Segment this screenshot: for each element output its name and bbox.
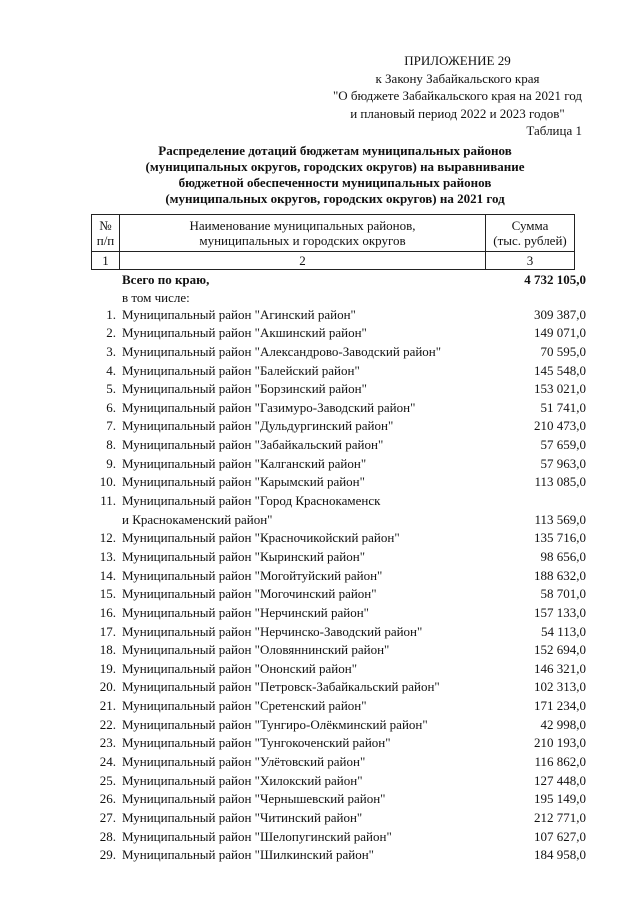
table-row <box>0 678 640 697</box>
header-number-label: № <box>99 218 112 233</box>
header-name-label: Наименование муниципальных районов, <box>189 218 416 233</box>
row-number: 21. <box>99 698 116 714</box>
row-name: Муниципальный район "Карымский район" <box>122 474 365 490</box>
header-number-sublabel: п/п <box>96 233 115 248</box>
table-row <box>0 343 640 362</box>
table-row <box>0 548 640 567</box>
column-number-3: 3 <box>486 252 575 270</box>
table-row <box>0 697 640 716</box>
row-name: Муниципальный район "Калганский район" <box>122 455 367 471</box>
row-number: 18. <box>99 642 116 658</box>
row-number: 13. <box>99 548 116 564</box>
title-line-3: бюджетной обеспеченности муниципальных районов <box>178 175 492 190</box>
row-name: Муниципальный район "Борзинский район" <box>122 381 367 397</box>
table-row <box>0 585 640 604</box>
subtotal-row <box>0 290 640 306</box>
table-row <box>0 604 640 623</box>
title-line-2: (муниципальных округов, городских округов) на выравнивание <box>145 159 525 174</box>
row-number: 17. <box>99 623 116 639</box>
table-row <box>0 660 640 679</box>
table-row <box>0 846 640 865</box>
appendix-header <box>333 52 582 140</box>
row-value: 51 741,0 <box>540 399 586 415</box>
row-name-line-1: Муниципальный район "Город Краснокаменск <box>122 493 381 509</box>
table-row <box>0 790 640 809</box>
row-number: 7. <box>106 418 116 434</box>
row-value: 146 321,0 <box>534 660 586 676</box>
table-row <box>0 567 640 586</box>
table-row <box>0 623 640 642</box>
table-row <box>0 324 640 343</box>
row-number: 27. <box>99 809 116 825</box>
table-row <box>0 734 640 753</box>
row-number: 1. <box>106 306 116 322</box>
row-number: 2. <box>106 325 116 341</box>
row-value: 57 963,0 <box>540 455 586 471</box>
row-number: 6. <box>106 399 116 415</box>
row-value: 98 656,0 <box>540 548 586 564</box>
row-value: 149 071,0 <box>534 325 586 341</box>
row-name: Муниципальный район "Акшинский район" <box>122 325 367 341</box>
table-row <box>0 753 640 772</box>
row-number: 23. <box>99 735 116 751</box>
title-line-1: Распределение дотаций бюджетам муниципальных районов <box>158 143 512 158</box>
row-value: 70 595,0 <box>540 343 586 359</box>
appendix-law-title-line1: "О бюджете Забайкальского края на 2021 год <box>332 88 582 103</box>
row-value: 152 694,0 <box>534 642 586 658</box>
table-row <box>0 455 640 474</box>
row-value: 135 716,0 <box>534 530 586 546</box>
row-value: 212 771,0 <box>534 809 586 825</box>
appendix-law-title-line2: и плановый период 2022 и 2023 годов" <box>350 105 565 121</box>
row-value: 171 234,0 <box>534 698 586 714</box>
row-value: 42 998,0 <box>540 716 586 732</box>
row-number: 26. <box>99 791 116 807</box>
row-number: 9. <box>106 455 116 471</box>
row-value: 54 113,0 <box>540 623 586 639</box>
total-row <box>0 271 640 290</box>
table-row <box>0 716 640 735</box>
row-name: Муниципальный район "Хилокский район" <box>122 772 363 788</box>
row-name: Муниципальный район "Нерчинско-Заводский район" <box>122 623 423 639</box>
row-value: 116 862,0 <box>534 754 586 770</box>
header-number-cell <box>92 215 120 252</box>
row-name: Муниципальный район "Шилкинский район" <box>122 847 374 863</box>
row-value: 210 193,0 <box>534 735 586 751</box>
table-row <box>0 417 640 436</box>
row-name: Муниципальный район "Александрово-Заводский район" <box>122 343 442 359</box>
row-number: 3. <box>106 343 116 359</box>
row-name: Муниципальный район "Тунгиро-Олёкминский район" <box>122 716 428 732</box>
row-name: Муниципальный район "Петровск-Забайкальский район" <box>122 679 440 695</box>
subtotal-label: в том числе: <box>122 289 190 305</box>
appendix-law-ref: к Закону Забайкальского края <box>375 70 540 86</box>
row-number: 12. <box>99 530 116 546</box>
appendix-number: ПРИЛОЖЕНИЕ 29 <box>404 53 511 68</box>
row-name: Муниципальный район "Могойтуйский район" <box>122 567 383 583</box>
row-name: Муниципальный район "Могочинский район" <box>122 586 377 602</box>
row-name <box>122 492 380 529</box>
total-label: Всего по краю, <box>122 272 210 287</box>
row-value: 309 387,0 <box>534 306 586 322</box>
row-number: 5. <box>106 381 116 397</box>
table-row <box>0 772 640 791</box>
table-header <box>91 214 575 270</box>
table-row <box>0 399 640 418</box>
row-number: 16. <box>99 604 116 620</box>
row-name: Муниципальный район "Тунгокоченский район" <box>122 735 391 751</box>
row-name: Муниципальный район "Читинский район" <box>122 809 363 825</box>
row-number: 28. <box>99 828 116 844</box>
total-value: 4 732 105,0 <box>524 272 586 287</box>
row-value: 184 958,0 <box>534 847 586 863</box>
row-value: 113 085,0 <box>534 474 586 490</box>
header-sum-cell <box>486 215 575 252</box>
row-number: 24. <box>99 754 116 770</box>
row-name: Муниципальный район "Кыринский район" <box>122 548 366 564</box>
row-name: Муниципальный район "Ононский район" <box>122 660 358 676</box>
row-name: Муниципальный район "Чернышевский район" <box>122 791 386 807</box>
row-number: 20. <box>99 679 116 695</box>
row-name: Муниципальный район "Улётовский район" <box>122 754 366 770</box>
header-name-cell <box>120 215 486 252</box>
table-row <box>0 306 640 325</box>
column-number-2: 2 <box>120 252 486 270</box>
table-row <box>0 529 640 548</box>
row-name: Муниципальный район "Забайкальский район" <box>122 437 384 453</box>
row-name: Муниципальный район "Красночикойский район" <box>122 530 400 546</box>
row-name: Муниципальный район "Дульдургинский район" <box>122 418 394 434</box>
table-row <box>0 828 640 847</box>
table-label: Таблица 1 <box>526 123 582 138</box>
row-value: 102 313,0 <box>534 679 586 695</box>
row-value: 153 021,0 <box>534 381 586 397</box>
row-value: 113 569,0 <box>534 511 586 527</box>
table-row <box>0 436 640 455</box>
row-name: Муниципальный район "Газимуро-Заводский район" <box>122 399 416 415</box>
header-sum-label: Сумма <box>511 218 549 233</box>
table-row <box>0 380 640 399</box>
row-number: 8. <box>106 437 116 453</box>
table-body <box>0 271 640 865</box>
row-number: 25. <box>99 772 116 788</box>
row-value: 195 149,0 <box>534 791 586 807</box>
row-name: Муниципальный район "Шелопугинский район" <box>122 828 392 844</box>
row-value: 157 133,0 <box>534 604 586 620</box>
row-number: 22. <box>99 716 116 732</box>
row-name: Муниципальный район "Нерчинский район" <box>122 604 369 620</box>
row-name: Муниципальный район "Оловяннинский район" <box>122 642 390 658</box>
table-row <box>0 809 640 828</box>
table-row <box>0 362 640 381</box>
row-name: Муниципальный район "Агинский район" <box>122 306 356 322</box>
row-value: 58 701,0 <box>540 586 586 602</box>
row-name-line-2: и Краснокаменский район" <box>122 511 273 527</box>
header-sum-unit: (тыс. рублей) <box>493 233 567 248</box>
row-value: 57 659,0 <box>540 437 586 453</box>
row-number: 19. <box>99 660 116 676</box>
table-row <box>0 492 640 529</box>
row-value: 145 548,0 <box>534 362 586 378</box>
row-number: 11. <box>100 493 116 509</box>
row-value: 127 448,0 <box>534 772 586 788</box>
row-name: Муниципальный район "Сретенский район" <box>122 698 367 714</box>
row-number: 10. <box>99 474 116 490</box>
title-line-4: (муниципальных округов, городских округов) на 2021 год <box>165 191 505 206</box>
table-row <box>0 641 640 660</box>
row-number: 29. <box>99 847 116 863</box>
row-number: 4. <box>106 362 116 378</box>
row-value: 210 473,0 <box>534 418 586 434</box>
header-name-sublabel: муниципальных и городских округов <box>199 233 406 248</box>
table-row <box>0 473 640 492</box>
row-value: 188 632,0 <box>534 567 586 583</box>
column-number-1: 1 <box>92 252 120 270</box>
row-number: 15. <box>99 586 116 602</box>
row-name: Муниципальный район "Балейский район" <box>122 362 360 378</box>
row-number: 14. <box>99 567 116 583</box>
document-title <box>100 143 570 207</box>
row-value: 107 627,0 <box>534 828 586 844</box>
